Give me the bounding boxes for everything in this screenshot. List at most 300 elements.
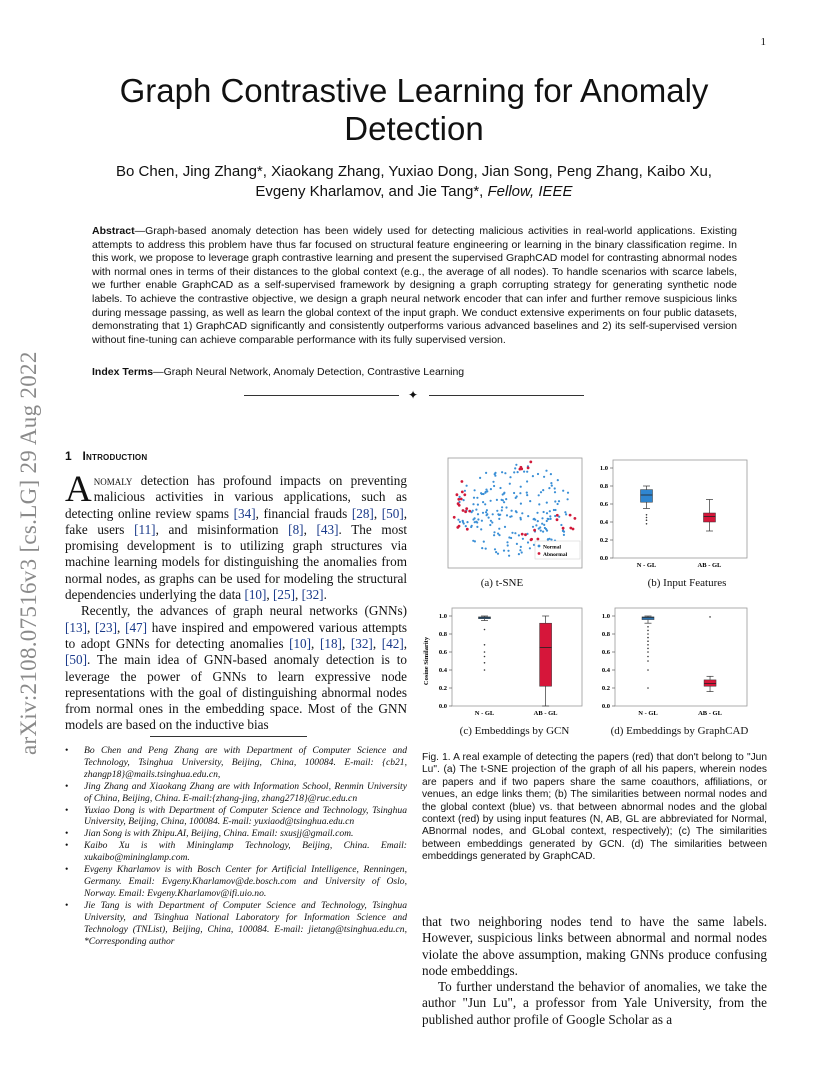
- tsne-normal-point: [493, 531, 495, 533]
- tsne-normal-point: [490, 500, 492, 502]
- text-run: ,: [403, 635, 408, 651]
- tsne-normal-point: [480, 492, 482, 494]
- tsne-normal-point: [504, 472, 506, 474]
- y-tick-label: 1.0: [438, 613, 447, 620]
- outlier-point: [646, 519, 648, 521]
- text-run: , and misinformation: [155, 521, 289, 537]
- tsne-normal-point: [476, 526, 478, 528]
- tsne-normal-point: [545, 470, 547, 472]
- tsne-normal-point: [551, 485, 553, 487]
- tsne-normal-point: [503, 501, 505, 503]
- x-tick-label: AB - GL: [697, 562, 722, 569]
- tsne-normal-point: [475, 509, 477, 511]
- tsne-normal-point: [513, 471, 515, 473]
- tsne-normal-point: [537, 520, 539, 522]
- tsne-normal-point: [535, 524, 537, 526]
- tsne-normal-point: [540, 530, 542, 532]
- tsne-abnormal-point: [562, 527, 565, 530]
- tsne-normal-point: [504, 526, 506, 528]
- tsne-normal-point: [557, 479, 559, 481]
- tsne-abnormal-point: [460, 498, 463, 501]
- text-run: , financial frauds: [255, 505, 352, 521]
- tsne-normal-point: [529, 547, 531, 549]
- tsne-normal-point: [474, 489, 476, 491]
- y-tick-label: 0.8: [599, 483, 608, 490]
- tsne-normal-point: [546, 502, 548, 504]
- y-tick-label: 0.4: [599, 519, 608, 526]
- tsne-normal-point: [493, 485, 495, 487]
- tsne-normal-point: [549, 515, 551, 517]
- tsne-normal-point: [473, 497, 475, 499]
- footnote-item: • Bo Chen and Peng Zhang are with Department of Computer Science and Technology, Tsinghua University, Beijing, China, 100084. E-mail: {cb21, zhangp18}@mails.tsinghua.edu.cn,: [65, 745, 407, 781]
- figure-1: [422, 455, 767, 745]
- tsne-normal-point: [542, 489, 544, 491]
- index-terms-label: Index Terms: [92, 366, 154, 378]
- citation-link[interactable]: [42]: [381, 635, 404, 651]
- outlier-point: [647, 626, 649, 628]
- tsne-normal-point: [554, 500, 556, 502]
- tsne-normal-point: [466, 521, 468, 523]
- tsne-normal-point: [516, 495, 518, 497]
- citation-link[interactable]: [10]: [289, 635, 312, 651]
- caption-c: (c) Embeddings by GCN: [459, 725, 570, 737]
- y-tick-label: 0.0: [601, 703, 610, 710]
- tsne-normal-point: [480, 528, 482, 530]
- y-tick-label: 0.6: [599, 501, 608, 508]
- intro-smallcaps: nomaly: [93, 473, 133, 488]
- col2-paragraph-1: that two neighboring nodes tend to have the same labels. However, suspicious links between abnormal and normal nodes violate the above assumption, making GNNs produce confusing node embeddings.: [422, 914, 767, 978]
- text-run: have inspired and empowered various attempts to adopt GNNs for detecting anomalies: [65, 619, 407, 651]
- section-number: 1: [65, 449, 72, 463]
- tsne-normal-point: [511, 532, 513, 534]
- tsne-abnormal-point: [521, 533, 524, 536]
- section-title: Introduction: [82, 449, 148, 463]
- tsne-normal-point: [526, 492, 528, 494]
- tsne-normal-point: [549, 510, 551, 512]
- tsne-normal-point: [462, 520, 464, 522]
- tsne-abnormal-point: [463, 493, 466, 496]
- tsne-normal-point: [493, 534, 495, 536]
- outlier-point: [647, 637, 649, 639]
- plot-frame-c: [452, 608, 582, 706]
- affiliation-footnotes: [65, 745, 407, 947]
- citation-link[interactable]: [18]: [319, 635, 342, 651]
- section-heading: [65, 449, 147, 463]
- tsne-normal-point: [498, 518, 500, 520]
- tsne-normal-point: [484, 503, 486, 505]
- caption-a: (a) t-SNE: [480, 577, 524, 589]
- caption-d: (d) Embeddings by GraphCAD: [610, 725, 749, 737]
- tsne-normal-point: [497, 553, 499, 555]
- tsne-abnormal-point: [458, 525, 461, 528]
- tsne-normal-point: [492, 513, 494, 515]
- tsne-normal-point: [550, 482, 552, 484]
- tsne-normal-point: [527, 541, 529, 543]
- citation-link[interactable]: [50]: [65, 652, 87, 668]
- divider-line-right: [429, 395, 584, 396]
- tsne-abnormal-point: [574, 517, 577, 520]
- tsne-normal-point: [485, 548, 487, 550]
- tsne-normal-point: [490, 488, 492, 490]
- tsne-normal-point: [543, 524, 545, 526]
- citation-link[interactable]: [23]: [95, 619, 118, 635]
- tsne-normal-point: [505, 506, 507, 508]
- tsne-normal-point: [518, 553, 520, 555]
- tsne-normal-point: [497, 533, 499, 535]
- tsne-normal-point: [539, 526, 541, 528]
- tsne-normal-point: [565, 513, 567, 515]
- outlier-point: [647, 669, 649, 671]
- tsne-normal-point: [562, 490, 564, 492]
- tsne-normal-point: [520, 546, 522, 548]
- tsne-normal-point: [485, 511, 487, 513]
- text-run: ,: [295, 587, 302, 603]
- tsne-normal-point: [516, 543, 518, 545]
- footnote-item: • Evgeny Kharlamov is with Bosch Center for Artificial Intelligence, Renningen, Germany. Email: Evgeny.Kharlamov@de.bosch.com and University of Oslo, Norway. Email: Evgeny.Kharlamov@ifi.uio.no.: [65, 864, 407, 900]
- tsne-normal-point: [495, 551, 497, 553]
- tsne-normal-point: [472, 503, 474, 505]
- tsne-normal-point: [547, 538, 549, 540]
- tsne-normal-point: [538, 494, 540, 496]
- tsne-normal-point: [474, 521, 476, 523]
- y-tick-label: 0.4: [438, 667, 447, 674]
- tsne-normal-point: [476, 497, 478, 499]
- tsne-normal-point: [508, 536, 510, 538]
- index-terms-text: —Graph Neural Network, Anomaly Detection, Contrastive Learning: [153, 366, 465, 378]
- intro-paragraph-1-body: [65, 469, 408, 603]
- tsne-abnormal-point: [453, 516, 456, 519]
- tsne-normal-point: [527, 515, 529, 517]
- page-number: 1: [760, 36, 766, 48]
- tsne-normal-point: [463, 522, 465, 524]
- tsne-normal-point: [560, 524, 562, 526]
- tsne-normal-point: [537, 473, 539, 475]
- tsne-normal-point: [516, 511, 518, 513]
- tsne-normal-point: [526, 494, 528, 496]
- tsne-normal-point: [489, 524, 491, 526]
- citation-link[interactable]: [8]: [288, 521, 304, 537]
- citation-link[interactable]: [10]: [244, 587, 267, 603]
- col2-paragraph-2: To further understand the behavior of anomalies, we take the author "Jun Lu", a professor from Yale University, from the published author profile of Google Scholar as a: [422, 979, 767, 1027]
- tsne-normal-point: [532, 475, 534, 477]
- outlier-point: [647, 640, 649, 642]
- tsne-normal-point: [554, 491, 556, 493]
- tsne-normal-point: [490, 520, 492, 522]
- tsne-normal-point: [547, 518, 549, 520]
- tsne-normal-point: [483, 541, 485, 543]
- tsne-normal-point: [464, 490, 466, 492]
- figure-1-caption: Fig. 1. A real example of detecting the papers (red) that don't belong to "Jun Lu". (a) The t-SNE projection of the graph of all his papers, wherein nodes are papers and if two papers share the same coauthors, affiliations, or venues, an edge links them; (b) The similarities between normal nodes and the global context (blue) vs. that between abnormal nodes and the global context (red) by using input features (N, AB, GL are abbreviated for Normal, ABnormal nodes, and GLobal context, respectively); (c) The similarities between embeddings generated by GCN. (d) The similarities between embeddings generated by GraphCAD.: [422, 752, 767, 863]
- tsne-abnormal-point: [527, 467, 530, 470]
- tsne-normal-point: [488, 517, 490, 519]
- outlier-point: [647, 660, 649, 662]
- tsne-normal-point: [470, 526, 472, 528]
- tsne-normal-point: [532, 526, 534, 528]
- box-AB-GL: [540, 623, 552, 686]
- text-run: . The main idea of GNN-based anomaly detection is to leverage the power of GNNs to learn expressive node representations with the goal of distinguishing abnormal nodes from normal ones in the embedding space. Most of the GNN models are based on the inductive bias: [65, 652, 407, 733]
- tsne-normal-point: [519, 549, 521, 551]
- tsne-normal-point: [484, 492, 486, 494]
- tsne-normal-point: [499, 487, 501, 489]
- tsne-normal-point: [509, 476, 511, 478]
- footnote-rule: [150, 736, 307, 737]
- x-tick-label: N - GL: [638, 710, 658, 717]
- footnote-item: • Yuxiao Dong is with Department of Computer Science and Technology, Tsinghua University, Beijing, China, 100084. E-mail: yuxiaod@tsinghua.edu.cn: [65, 805, 407, 829]
- tsne-normal-point: [514, 532, 516, 534]
- tsne-normal-point: [514, 467, 516, 469]
- tsne-normal-point: [505, 498, 507, 500]
- outlier-point: [484, 656, 486, 658]
- tsne-normal-point: [519, 492, 521, 494]
- authors: [60, 162, 768, 202]
- tsne-normal-point: [558, 500, 560, 502]
- tsne-abnormal-point: [556, 518, 559, 521]
- tsne-normal-point: [507, 544, 509, 546]
- tsne-normal-point: [567, 498, 569, 500]
- tsne-normal-point: [513, 492, 515, 494]
- tsne-normal-point: [496, 499, 498, 501]
- outlier-point: [484, 629, 486, 631]
- tsne-normal-point: [507, 550, 509, 552]
- outlier-point: [646, 523, 648, 525]
- tsne-normal-point: [465, 525, 467, 527]
- tsne-normal-point: [523, 471, 525, 473]
- tsne-normal-point: [474, 517, 476, 519]
- paper-title: Graph Contrastive Learning for Anomaly Detection: [119, 72, 709, 147]
- outlier-point: [484, 669, 486, 671]
- y-tick-label: 0.2: [599, 537, 608, 544]
- tsne-normal-point: [494, 473, 496, 475]
- tsne-normal-point: [501, 509, 503, 511]
- tsne-abnormal-point: [457, 498, 460, 501]
- y-tick-label: 1.0: [599, 465, 608, 472]
- tsne-normal-point: [562, 530, 564, 532]
- tsne-normal-point: [481, 547, 483, 549]
- legend-normal-label: Normal: [543, 544, 562, 551]
- text-run: ,: [303, 521, 317, 537]
- legend-normal-marker: [538, 545, 541, 548]
- tsne-normal-point: [543, 511, 545, 513]
- authors-fellow: Fellow, IEEE: [487, 183, 573, 200]
- tsne-normal-point: [526, 480, 528, 482]
- footnote-item: • Jing Zhang and Xiaokang Zhang are with Information School, Renmin University of China, Beijing, China. E-mail:{zhang-jing, zhang2718}@ruc.edu.cn: [65, 781, 407, 805]
- intro-paragraph-2: [65, 603, 407, 733]
- tsne-abnormal-point: [462, 509, 465, 512]
- tsne-normal-point: [541, 523, 543, 525]
- citation-link[interactable]: [43]: [316, 521, 339, 537]
- tsne-normal-point: [477, 513, 479, 515]
- text-run: detection has profound impacts on preventing malicious activities in various applications, such as detecting online review spams: [65, 473, 407, 521]
- tsne-abnormal-point: [569, 527, 572, 530]
- abstract-label: Abstract: [92, 225, 135, 237]
- outlier-point: [484, 662, 486, 664]
- text-run: ,: [341, 635, 351, 651]
- plot-frame-d: [615, 608, 747, 706]
- text-run: ,: [311, 635, 320, 651]
- tsne-normal-point: [554, 487, 556, 489]
- abstract: [92, 225, 737, 347]
- footnote-item: • Jie Tang is with Department of Computer Science and Technology, Tsinghua University, and Tsinghua National Laboratory for Information Science and Technology (TNList), Beijing, China, 100084. E-mail: jietang@tsinghua.edu.cn, *Corresponding author: [65, 900, 407, 948]
- tsne-normal-point: [519, 517, 521, 519]
- tsne-normal-point: [553, 509, 555, 511]
- tsne-normal-point: [563, 534, 565, 536]
- tsne-normal-point: [463, 499, 465, 501]
- intro-paragraph-1: [65, 469, 408, 603]
- tsne-normal-point: [515, 464, 517, 466]
- outlier-point: [647, 644, 649, 646]
- tsne-abnormal-point: [556, 514, 559, 517]
- tsne-normal-point: [536, 512, 538, 514]
- tsne-normal-point: [520, 503, 522, 505]
- y-tick-label: 0.6: [438, 649, 447, 656]
- tsne-normal-point: [526, 471, 528, 473]
- tsne-abnormal-point: [461, 491, 464, 494]
- drop-cap: A: [65, 469, 92, 510]
- tsne-normal-point: [509, 483, 511, 485]
- x-tick-label: AB - GL: [698, 710, 722, 717]
- citation-link[interactable]: [32]: [301, 587, 324, 603]
- text-run: ,: [372, 635, 382, 651]
- y-tick-label: 1.0: [601, 613, 610, 620]
- box-AB-GL: [704, 680, 716, 686]
- tsne-abnormal-point: [537, 538, 540, 541]
- authors-line-1: Bo Chen, Jing Zhang*, Xiaokang Zhang, Yuxiao Dong, Jian Song, Peng Zhang, Kaibo Xu,: [116, 163, 712, 180]
- x-tick-label: N - GL: [636, 562, 657, 569]
- text-run: ,: [86, 619, 96, 635]
- tsne-normal-point: [479, 477, 481, 479]
- caption-b: (b) Input Features: [647, 577, 727, 589]
- tsne-normal-point: [477, 504, 479, 506]
- tsne-normal-point: [521, 551, 523, 553]
- tsne-normal-point: [503, 550, 505, 552]
- text-run: ,: [266, 587, 274, 603]
- tsne-abnormal-point: [529, 461, 532, 464]
- tsne-abnormal-point: [461, 480, 464, 483]
- intro-column-left: [65, 469, 408, 734]
- text-run: ,: [117, 619, 126, 635]
- outlier-point: [646, 514, 648, 516]
- tsne-normal-point: [496, 510, 498, 512]
- outlier-point: [647, 633, 649, 635]
- box-AB-GL: [703, 513, 715, 522]
- tsne-normal-point: [506, 514, 508, 516]
- tsne-normal-point: [501, 506, 503, 508]
- tsne-abnormal-point: [458, 504, 461, 507]
- tsne-abnormal-point: [456, 493, 459, 496]
- citation-link[interactable]: [25]: [273, 587, 295, 603]
- tsne-normal-point: [518, 534, 520, 536]
- tsne-abnormal-point: [465, 507, 468, 510]
- tsne-normal-point: [498, 528, 500, 530]
- citation-link[interactable]: [34]: [233, 505, 256, 521]
- tsne-normal-point: [508, 555, 510, 557]
- tsne-normal-point: [509, 516, 511, 518]
- citation-link[interactable]: [50]: [381, 505, 404, 521]
- box-N-GL: [642, 617, 654, 620]
- y-tick-label: 0.8: [438, 631, 447, 638]
- tsne-abnormal-point: [519, 468, 522, 471]
- tsne-normal-point: [491, 521, 493, 523]
- tsne-normal-point: [466, 485, 468, 487]
- tsne-normal-point: [457, 519, 459, 521]
- tsne-normal-point: [472, 510, 474, 512]
- tsne-normal-point: [540, 491, 542, 493]
- tsne-normal-point: [486, 514, 488, 516]
- text-run: , fake users: [65, 505, 408, 537]
- tsne-normal-point: [481, 520, 483, 522]
- tsne-abnormal-point: [533, 529, 536, 532]
- x-tick-label: AB - GL: [533, 710, 558, 717]
- citation-link[interactable]: [13]: [65, 619, 87, 635]
- text-run: ,: [373, 505, 382, 521]
- footnote-item: • Kaibo Xu is with Mininglamp Technology, Beijing, China. Email: xukaibo@mininglamp.com.: [65, 840, 407, 864]
- citation-link[interactable]: [32]: [350, 635, 373, 651]
- tsne-normal-point: [498, 514, 500, 516]
- arxiv-stamp: arXiv:2108.07516v3 [cs.LG] 29 Aug 2022: [16, 351, 41, 755]
- y-tick-label: 0.2: [438, 685, 447, 692]
- tsne-normal-point: [511, 510, 513, 512]
- tsne-normal-point: [520, 486, 522, 488]
- tsne-normal-point: [546, 520, 548, 522]
- tsne-normal-point: [494, 548, 496, 550]
- tsne-normal-point: [533, 518, 535, 520]
- y-axis-label: Cosine Similarity: [423, 636, 430, 686]
- tsne-normal-point: [486, 509, 488, 511]
- authors-line-2: [60, 182, 768, 202]
- plot-frame-b: [613, 460, 747, 558]
- citation-link[interactable]: [47]: [125, 619, 148, 635]
- tsne-normal-point: [502, 493, 504, 495]
- tsne-normal-point: [503, 492, 505, 494]
- tsne-normal-point: [477, 518, 479, 520]
- tsne-normal-point: [538, 503, 540, 505]
- tsne-abnormal-point: [464, 510, 467, 513]
- figure-1-panels: [422, 455, 767, 745]
- tsne-normal-point: [517, 471, 519, 473]
- tsne-normal-point: [459, 521, 461, 523]
- y-tick-label: 0.8: [601, 631, 610, 638]
- abstract-text: —Graph-based anomaly detection has been widely used for detecting malicious activities in real-world applications. Existing attempts to address this problem have thus far focused on structural feature engineering or learning in the binary classification regime. In this work, we propose to leverage graph contrastive learning and present the supervised GraphCAD model for contrasting abnormal nodes with normal ones in terms of their distances to the global context (e.g., the average of all nodes). To handle scenarios with scarce labels, we further enable GraphCAD as a self-supervised framework by designing a graph corrupting strategy for generating synthetic node labels. To achieve the contrastive objective, we design a graph neural network encoder that can infer and further remove suspicious links during message passing, as well as learn the global context of the input graph. We conduct extensive experiments on four public datasets, demonstrating that 1) GraphCAD significantly and consistently outperforms various advanced baselines and 2) its self-supervised version without fine-tuning can achieve comparable performance with its fully supervised version.: [92, 225, 737, 346]
- tsne-normal-point: [501, 499, 503, 501]
- tsne-normal-point: [485, 472, 487, 474]
- index-terms: [92, 366, 737, 378]
- citation-link[interactable]: [28]: [351, 505, 374, 521]
- outlier-point: [647, 630, 649, 632]
- divider-line-left: [244, 395, 399, 396]
- tsne-normal-point: [542, 531, 544, 533]
- legend-abnormal-label: Abnormal: [543, 552, 568, 558]
- authors-names: Evgeny Kharlamov, and Jie Tang*,: [255, 183, 484, 200]
- citation-link[interactable]: [11]: [134, 521, 156, 537]
- tsne-abnormal-point: [468, 510, 471, 513]
- tsne-abnormal-point: [524, 533, 527, 536]
- tsne-normal-point: [485, 489, 487, 491]
- tsne-normal-point: [541, 517, 543, 519]
- tsne-normal-point: [492, 481, 494, 483]
- tsne-abnormal-point: [569, 514, 572, 517]
- outlier-point: [647, 687, 649, 689]
- tsne-normal-point: [546, 512, 548, 514]
- section-divider: [244, 389, 584, 401]
- tsne-normal-point: [545, 528, 547, 530]
- tsne-normal-point: [459, 496, 461, 498]
- tsne-normal-point: [501, 471, 503, 473]
- outlier-point: [647, 648, 649, 650]
- tsne-normal-point: [550, 539, 552, 541]
- tsne-normal-point: [550, 473, 552, 475]
- outlier-point: [647, 656, 649, 658]
- tsne-normal-point: [548, 487, 550, 489]
